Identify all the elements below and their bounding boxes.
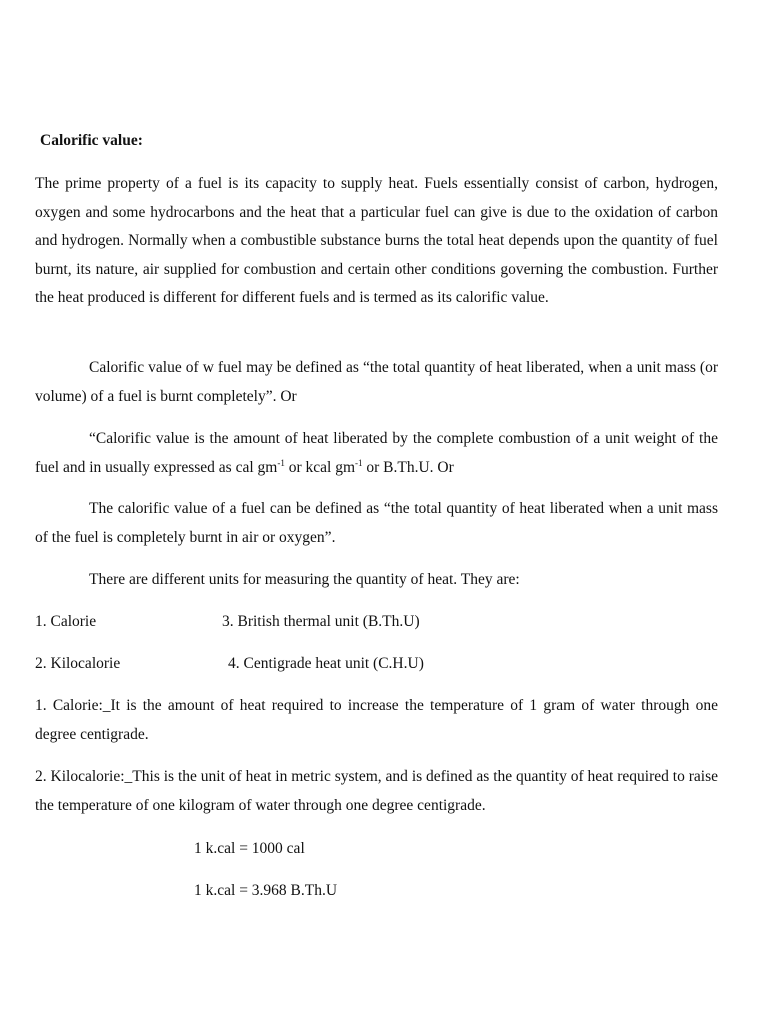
definition-2-text-b: or kcal gm	[284, 458, 356, 476]
paragraph-calorie-definition: 1. Calorie:_It is the amount of heat required to increase the temperature of 1 gram of water through one degree centigrade.	[35, 697, 718, 743]
units-row-2	[35, 654, 424, 674]
definition-2-text-c: or B.Th.U. Or	[362, 458, 454, 476]
units-row-1	[35, 612, 420, 632]
unit-centigrade-heat: 4. Centigrade heat unit (C.H.U)	[228, 655, 424, 672]
unit-british-thermal: 3. British thermal unit (B.Th.U)	[222, 613, 420, 630]
paragraph-definition-3	[35, 495, 718, 552]
section-heading: Calorific value:	[40, 132, 143, 149]
units-intro-text: There are different units for measuring the quantity of heat. They are:	[89, 571, 520, 588]
definition-3-text: The calorific value of a fuel can be defined as “the total quantity of heat liberated when a unit mass of the fuel is completely burnt in air or oxygen”.	[35, 500, 718, 546]
paragraph-intro: The prime property of a fuel is its capacity to supply heat. Fuels essentially consist of carbon, hydrogen, oxygen and some hydrocarbons and the heat that a particular fuel can give is due to the oxidation of carbon and hydrogen. Normally when a combustible substance burns the total heat depends upon the quantity of fuel burnt, its nature, air supplied for combustion and certain other conditions governing the combustion. Further the heat produced is different for different fuels and is termed as its calorific value.	[35, 175, 718, 306]
unit-calorie: 1. Calorie	[35, 613, 97, 630]
equation-kcal-cal: 1 k.cal = 1000 cal	[194, 840, 305, 857]
paragraph-definition-1	[35, 354, 718, 411]
definition-2-text-a: “Calorific value is the amount of heat liberated by the complete combustion of a unit weight of the fuel and in usually expressed as cal gm	[35, 430, 718, 476]
paragraph-kilocalorie-definition: 2. Kilocalorie:_This is the unit of heat in metric system, and is defined as the quantity of heat required to raise the temperature of one kilogram of water through one degree centigrade.	[35, 768, 718, 814]
definition-1-text: Calorific value of w fuel may be defined as “the total quantity of heat liberated, when a unit mass (or volume) of a fuel is burnt completely”. Or	[35, 359, 718, 405]
paragraph-units-intro	[35, 566, 718, 595]
superscript-minus-one: -1	[355, 457, 363, 468]
unit-kilocalorie: 2. Kilocalorie	[35, 655, 121, 672]
superscript-minus-one: -1	[277, 457, 285, 468]
equation-kcal-bthu: 1 k.cal = 3.968 B.Th.U	[194, 882, 338, 899]
paragraph-definition-2	[35, 425, 718, 482]
